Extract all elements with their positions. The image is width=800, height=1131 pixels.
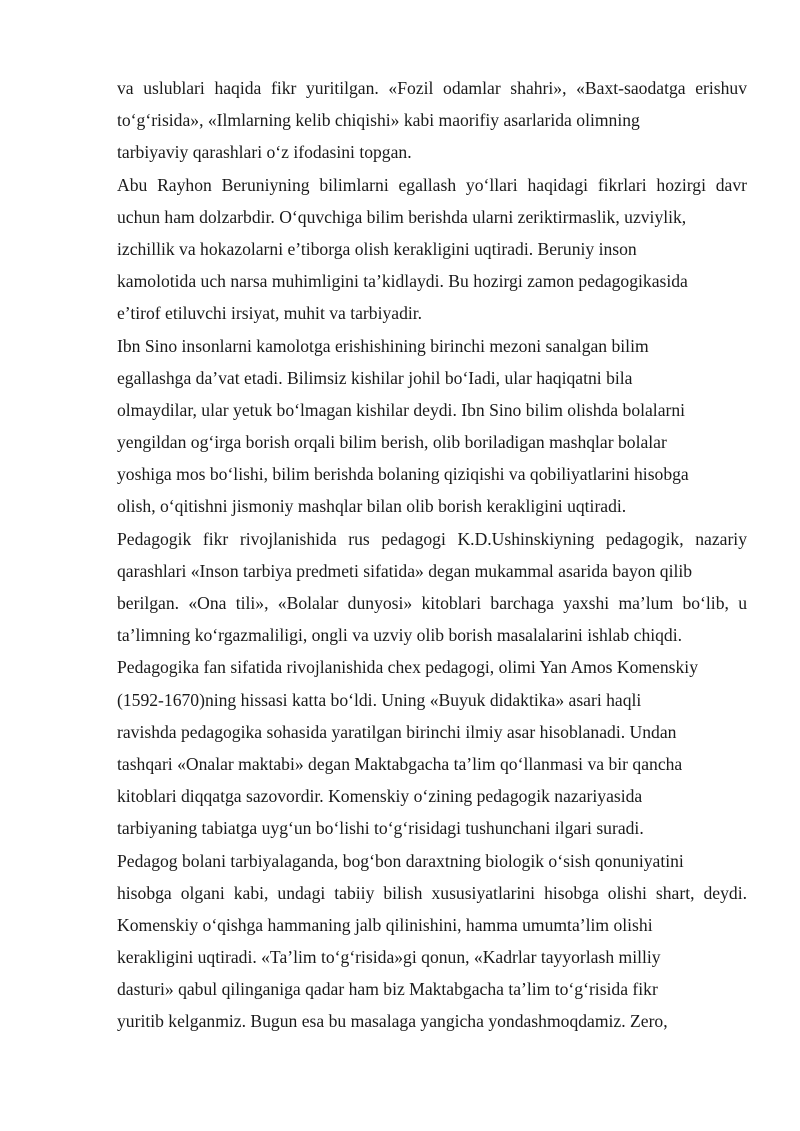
text-line: e’tirof etiluvchi irsiyat, muhit va tarbiyadir. xyxy=(117,303,423,324)
text-line: Ibn Sino insonlarni kamolotga erishishining birinchi mezoni sanalgan bilim xyxy=(117,335,649,356)
text-line: kitoblari diqqatga sazovordir. Komenskiy o‘zining pedagogik nazariyasida xyxy=(117,786,643,807)
text-line: hisobga olgani kabi, undagi tabiiy bilish xususiyatlarini hisobga olishi shart, deydi. xyxy=(117,882,747,903)
text-line: yuritib kelganmiz. Bugun esa bu masalaga yangicha yondashmoqdamiz. Zero, xyxy=(117,1011,668,1032)
text-line: olmaydilar, ular yetuk bo‘lmagan kishilar deydi. Ibn Sino bilim olishda bolalarni xyxy=(117,399,686,420)
text-line: Abu Rayhon Beruniyning bilimlarni egallash yo‘llari haqidagi fikrlari hozirgi davr xyxy=(117,174,747,195)
text-line: uchun ham dolzarbdir. O‘quvchiga bilim berishda ularni zeriktirmaslik, uzviylik, xyxy=(117,206,687,227)
text-line: izchillik va hokazolarni e’tiborga olish kerakligini uqtiradi. Beruniy inson xyxy=(117,238,637,259)
text-line: Pedagogika fan sifatida rivojlanishida chex pedagogi, olimi Yan Amos Komenskiy xyxy=(117,657,698,678)
text-line: va uslublari haqida fikr yuritilgan. «Fozil odamlar shahri», «Baxt-saodatga erishuv xyxy=(117,78,747,98)
text-line: yengildan og‘irga borish orqali bilim berish, olib boriladigan mashqlar bolalar xyxy=(117,432,667,453)
text-line: tarbiyaning tabiatga uyg‘un bo‘lishi to‘g‘risidagi tushunchani ilgari suradi. xyxy=(117,818,644,839)
text-line: yoshiga mos bo‘lishi, bilim berishda bolaning qiziqishi va qobiliyatlarini hisobga xyxy=(117,464,689,485)
text-line: ravishda pedagogika sohasida yaratilgan birinchi ilmiy asar hisoblanadi. Undan xyxy=(117,721,677,742)
text-line: kerakligini uqtiradi. «Ta’lim to‘g‘risida»gi qonun, «Kadrlar tayyorlash milliy xyxy=(117,947,661,968)
text-line: tarbiyaviy qarashlari o‘z ifodasini topgan. xyxy=(117,142,412,163)
text-line: berilgan. «Ona tili», «Bolalar dunyosi» kitoblari barchaga yaxshi ma’lum bo‘lib, u xyxy=(117,593,747,613)
text-line: ta’limning ko‘rgazmaliligi, ongli va uzviy olib borish masalalarini ishlab chiqdi. xyxy=(117,625,683,646)
text-line: tashqari «Onalar maktabi» degan Maktabgacha ta’lim qo‘llanmasi va bir qancha xyxy=(117,753,683,774)
text-line: olish, o‘qitishni jismoniy mashqlar bilan olib borish kerakligini uqtiradi. xyxy=(117,496,627,517)
text-line: qarashlari «Inson tarbiya predmeti sifatida» degan mukammal asarida bayon qilib xyxy=(117,560,693,581)
text-line: Pedagogik fikr rivojlanishida rus pedagogi K.D.Ushinskiyning pedagogik, nazariy xyxy=(117,528,747,549)
text-line: Komenskiy o‘qishga hammaning jalb qilinishini, hamma umumta’lim olishi xyxy=(117,914,653,935)
body-text xyxy=(117,72,747,1038)
text-line: egallashga da’vat etadi. Bilimsiz kishilar johil bo‘Iadi, ular haqiqatni bila xyxy=(117,367,633,388)
text-line: kamolotida uch narsa muhimligini ta’kidlaydi. Bu hozirgi zamon pedagogikasida xyxy=(117,271,688,292)
text-line: dasturi» qabul qilinganiga qadar ham biz Maktabgacha ta’lim to‘g‘risida fikr xyxy=(117,979,658,1000)
text-line: (1592-1670)ning hissasi katta bo‘ldi. Uning «Buyuk didaktika» asari haqli xyxy=(117,689,642,710)
text-line: Pedagog bolani tarbiyalaganda, bog‘bon daraxtning biologik o‘sish qonuniyatini xyxy=(117,850,684,871)
text-line: to‘g‘risida», «Ilmlarning kelib chiqishi» kabi maorifiy asarlarida olimning xyxy=(117,110,640,131)
